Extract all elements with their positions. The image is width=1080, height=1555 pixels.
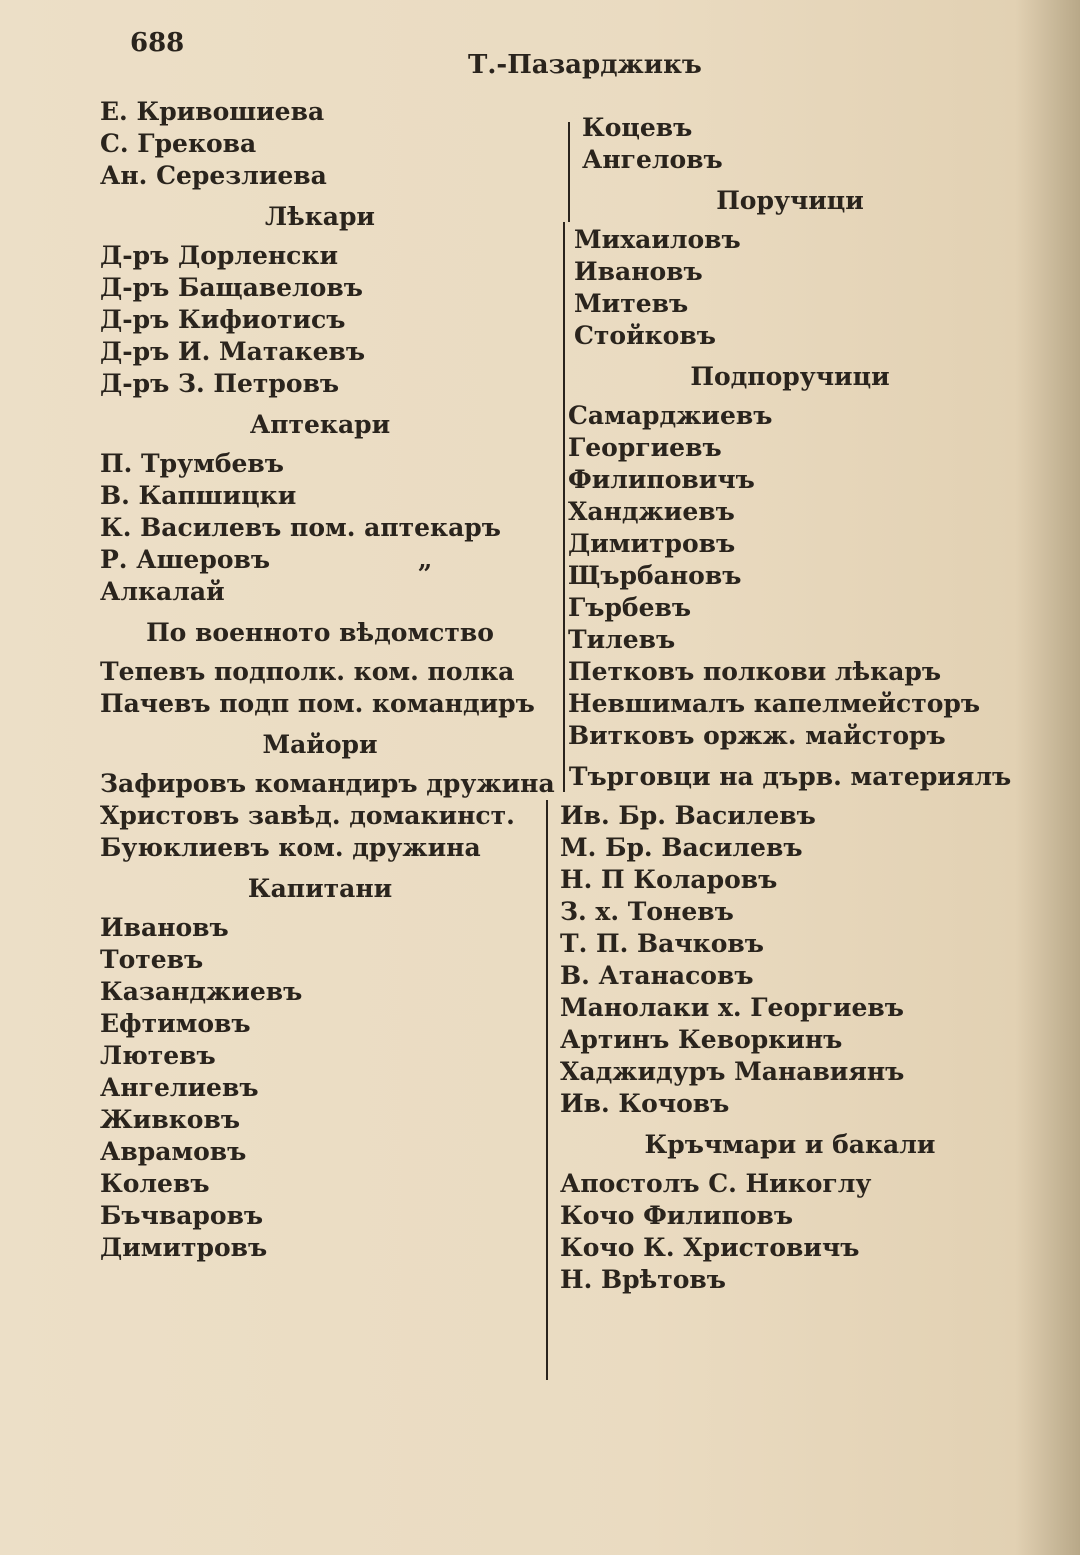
list-item: Невшималъ капелмейсторъ — [568, 689, 981, 718]
name-list — [560, 400, 1020, 752]
list-item: Артинъ Кеворкинъ — [560, 1025, 843, 1054]
list-item: Георгиевъ — [568, 433, 722, 462]
list-item: Ангеловъ — [582, 145, 723, 174]
list-item: Димитровъ — [568, 529, 736, 558]
list-item: Ангелиевъ — [100, 1073, 259, 1102]
list-item: Д-ръ И. Матакевъ — [100, 337, 366, 366]
list-item: Живковъ — [100, 1105, 240, 1134]
list-item: Димитровъ — [100, 1233, 268, 1262]
list-item: Д-ръ Кифиотисъ — [100, 305, 346, 334]
name-list — [560, 1168, 1020, 1296]
list-item: Христовъ завѣд. домакинст. — [100, 801, 515, 830]
list-item: П. Трумбевъ — [100, 449, 284, 478]
list-item: Ан. Серезлиева — [100, 161, 327, 190]
page-number: 688 — [130, 28, 185, 58]
list-item: Филиповичъ — [568, 465, 755, 494]
list-item: Тотевъ — [100, 945, 204, 974]
list-item: Тепевъ подполк. ком. полка — [100, 657, 515, 686]
name-list — [560, 112, 1020, 176]
name-list — [100, 656, 540, 720]
list-item: Д-ръ З. Петровъ — [100, 369, 340, 398]
list-item: Манолаки х. Георгиевъ — [560, 993, 904, 1022]
list-item: Ивановъ — [574, 257, 703, 286]
name-list — [100, 768, 555, 864]
list-item: Щърбановъ — [568, 561, 742, 590]
list-item: Буюклиевъ ком. дружина — [100, 833, 481, 862]
list-item: Митевъ — [574, 289, 689, 318]
list-item: Тилевъ — [568, 625, 676, 654]
name-list — [100, 240, 540, 400]
section-heading: Капитани — [247, 874, 393, 903]
list-item: Н. Врѣтовъ — [560, 1265, 726, 1294]
left-column — [100, 96, 555, 1264]
list-item: М. Бр. Василевъ — [560, 833, 803, 862]
list-item: Казанджиевъ — [100, 977, 303, 1006]
list-item: Ивановъ — [100, 913, 229, 942]
list-item: Хаджидуръ Манавиянъ — [560, 1057, 905, 1086]
list-item: Колевъ — [100, 1169, 210, 1198]
section-heading: Търговци на дърв. материялъ — [568, 762, 1012, 791]
name-list — [560, 800, 1020, 1120]
right-column — [560, 96, 1020, 1296]
list-item: Ефтимовъ — [100, 1009, 251, 1038]
section-heading: Аптекари — [249, 410, 391, 439]
list-item: Апостолъ С. Никоглу — [560, 1169, 872, 1198]
list-item: Д-ръ Дорленски — [100, 241, 339, 270]
section-heading: По военното вѣдомство — [146, 618, 494, 647]
section-heading: Поручици — [716, 186, 864, 215]
list-item: В. Атанасовъ — [560, 961, 754, 990]
list-item: Ив. Бр. Василевъ — [560, 801, 816, 830]
list-item: К. Василевъ пом. аптекаръ — [100, 513, 501, 542]
section-heading: Кръчмари и бакали — [644, 1130, 936, 1159]
section-heading: Подпоручици — [690, 362, 890, 391]
list-item: Алкалай — [100, 577, 225, 606]
list-item: Н. П Коларовъ — [560, 865, 778, 894]
list-item: Д-ръ Бащавеловъ — [100, 273, 363, 302]
list-item: Р. Ашеровъ „ — [100, 545, 433, 574]
list-item: Т. П. Вачковъ — [560, 929, 764, 958]
section-heading: Лѣкари — [265, 202, 375, 231]
list-item: Кочо К. Христовичъ — [560, 1233, 860, 1262]
list-item: Самарджиевъ — [568, 401, 773, 430]
list-item: Кочо Филиповъ — [560, 1201, 794, 1230]
list-item: Коцевъ — [582, 113, 693, 142]
list-item: Лютевъ — [100, 1041, 216, 1070]
list-item: Стойковъ — [574, 321, 716, 350]
list-item: З. х. Тоневъ — [560, 897, 734, 926]
name-list — [100, 448, 540, 608]
list-item: Ив. Кочовъ — [560, 1089, 730, 1118]
list-item: Пачевъ подп пом. командиръ — [100, 689, 535, 718]
running-title: Т.-Пазарджикъ — [468, 50, 702, 80]
name-list — [100, 912, 540, 1264]
column-divider — [546, 800, 548, 1380]
list-item: Ханджиевъ — [568, 497, 735, 526]
list-item: Зафировъ командиръ дружина — [100, 769, 555, 798]
list-item: Петковъ полкови лѣкаръ — [568, 657, 942, 686]
list-item: Гърбевъ — [568, 593, 692, 622]
section-heading: Майори — [262, 730, 378, 759]
list-item: Е. Кривошиева — [100, 97, 325, 126]
list-item: Михаиловъ — [574, 225, 741, 254]
list-item: С. Грекова — [100, 129, 257, 158]
list-item: Аврамовъ — [100, 1137, 247, 1166]
list-item: Бъчваровъ — [100, 1201, 264, 1230]
list-item: Витковъ оржж. майсторъ — [568, 721, 946, 750]
list-item: В. Капшицки — [100, 481, 297, 510]
name-list — [100, 96, 540, 192]
name-list — [560, 224, 1020, 352]
